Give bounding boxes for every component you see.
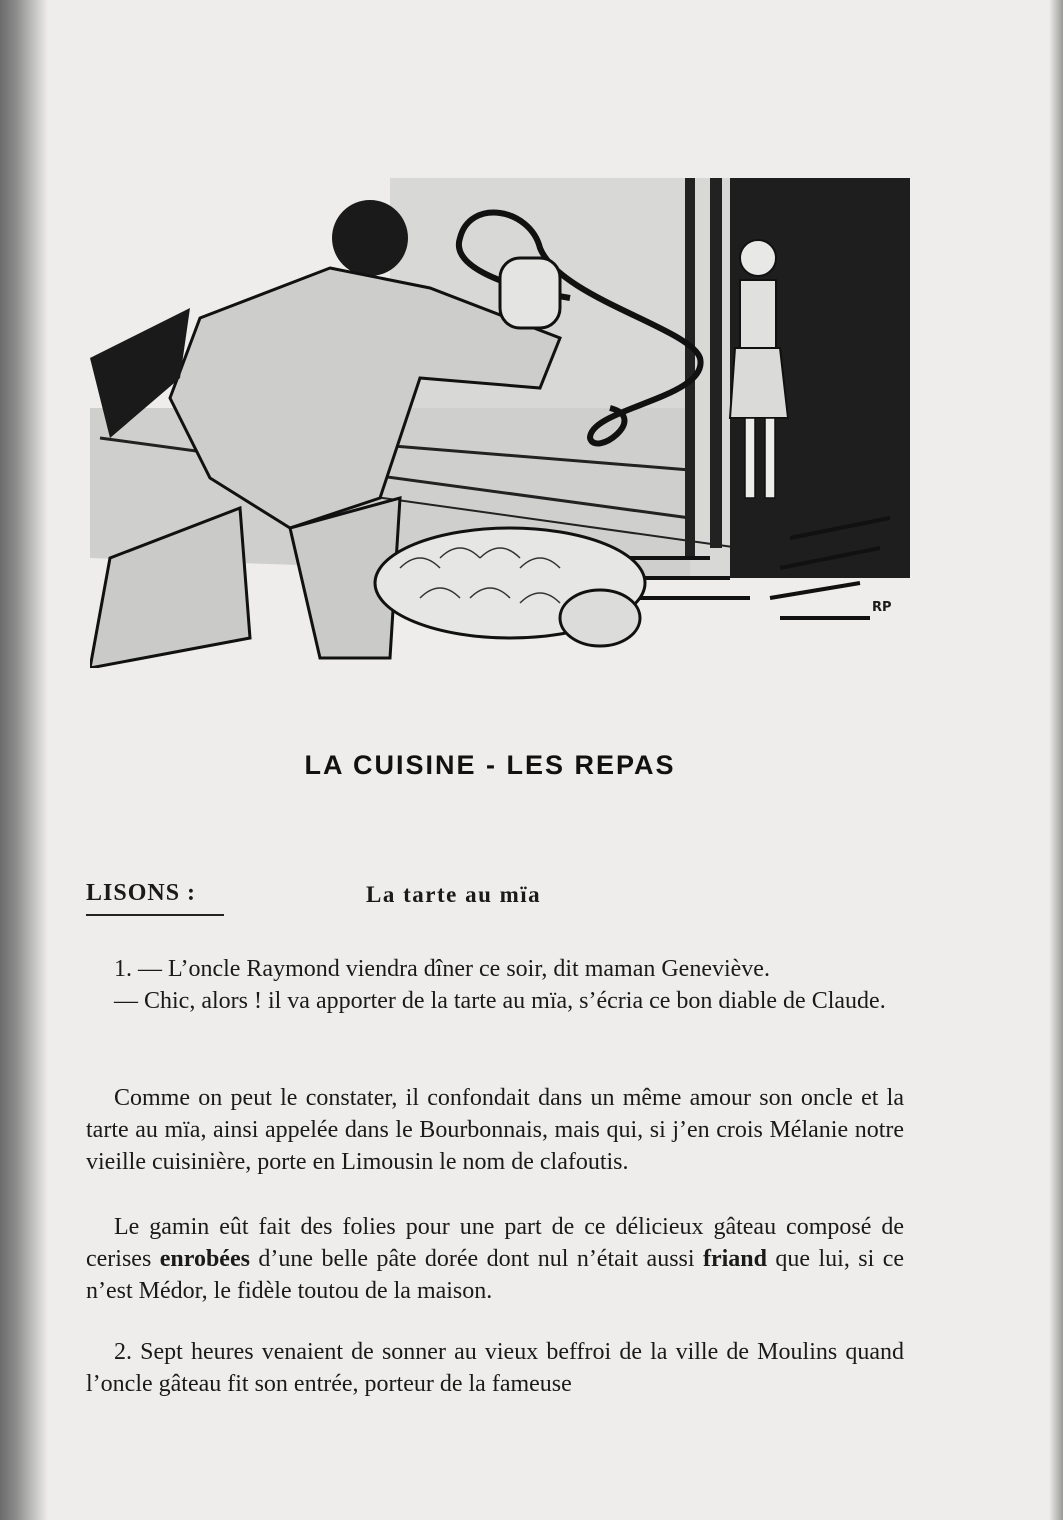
- paragraph-5-text: 2. Sept heures venaient de sonner au vieux beffroi de la ville de Moulins quand l’oncle gâteau fit son entrée, porteur de la fameuse: [86, 1339, 904, 1397]
- section-label-underline: [86, 914, 224, 916]
- man-with-whip-dog-girl-illustration-icon: [90, 178, 912, 668]
- paragraph-4-part-b: d’une belle pâte dorée dont nul n’était aussi: [249, 1246, 703, 1272]
- paragraph-2-text: — Chic, alors ! il va apporter de la tarte au mïa, s’écria ce bon diable de Claude.: [114, 988, 886, 1014]
- paragraph-3-text: Comme on peut le constater, il confondait dans un même amour son oncle et la tarte au mïa, ainsi appelée dans le Bourbonnais, mais qui, si j’en crois Mélanie notre vieille cuisinière, porte en Limousin le nom de clafoutis.: [86, 1085, 904, 1175]
- section-label: LISONS :: [86, 880, 197, 906]
- paragraph-5: [86, 1336, 904, 1400]
- page-edge-shadow: [1049, 0, 1063, 1520]
- paragraph-4-part-c: que lui, si ce n’est Médor, le fidèle toutou de la maison.: [86, 1246, 905, 1304]
- chapter-title: LA CUISINE - LES REPAS: [304, 750, 676, 780]
- paragraph-1: [86, 953, 904, 1017]
- paragraph-1-text: 1. — L’oncle Raymond viendra dîner ce soir, dit maman Geneviève.: [114, 956, 770, 982]
- paragraph-4-text: [86, 1211, 904, 1307]
- bold-word-enrobees: enrobées: [159, 1246, 250, 1272]
- bold-word-friand: friand: [702, 1246, 767, 1272]
- paragraph-3: [86, 1082, 904, 1178]
- paragraph-4-part-a: Le gamin eût fait des folies pour une part de ce délicieux gâteau composé de cerises: [86, 1214, 904, 1272]
- lesson-title: La tarte au mïa: [366, 882, 542, 907]
- paragraph-4: [86, 1211, 904, 1307]
- illustrator-signature: RP: [872, 600, 892, 615]
